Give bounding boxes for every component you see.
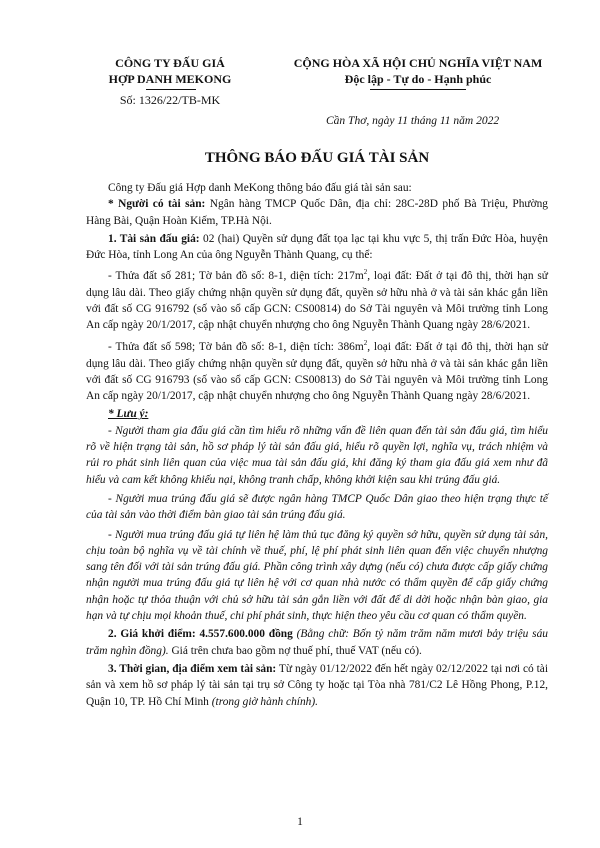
viewing-hours: (trong giờ hành chính). xyxy=(211,695,318,708)
national-motto: Độc lập - Tự do - Hạnh phúc xyxy=(344,72,492,86)
parcel-598-lead: - Thửa đất số 598; Tờ bản đồ số: 8-1, diện tích: 386m xyxy=(108,341,364,354)
owner-paragraph xyxy=(86,196,548,229)
owner-label: * Người có tài sản: xyxy=(108,198,206,211)
parcel-598-details: , loại đất: Đất ở tại đô thị, thời hạn sử dụng lâu dài. Theo giấy chứng nhận quyền sử dụng đất, quyền sở hữu nhà ở và tài sản khác gắn liền với đất số CG 916793 (số vào sổ cấp GCN: CS00813) do Sở Tài nguyên và Môi trường tỉnh Long An cấp ngày 20/1/2017, cập nhật chuyển nhượng cho ông Nguyễn Thành Quang ngày 28/6/2021. xyxy=(86,341,548,403)
place-date: Cần Thơ, ngày 11 tháng 11 năm 2022 xyxy=(326,115,500,127)
document-title: THÔNG BÁO ĐẤU GIÁ TÀI SẢN xyxy=(204,150,430,166)
asset-text: 02 (hai) Quyền sử dụng đất tọa lạc tại khu vực 5, thị trấn Đức Hòa, huyện Đức Hòa, tỉnh Long An của ông Nguyễn Thành Quang, cụ thể: xyxy=(86,232,548,262)
viewing-label: 3. Thời gian, địa điểm xem tài sản: xyxy=(108,662,277,675)
org-name-line2: HỢP DANH MEKONG xyxy=(108,72,232,86)
intro-paragraph: Công ty Đấu giá Hợp danh MeKong thông báo đấu giá tài sản sau: xyxy=(108,182,412,194)
asset-paragraph xyxy=(86,231,548,264)
note-2: - Người mua trúng đấu giá sẽ được ngân hàng TMCP Quốc Dân giao theo hiện trạng thực tế của tài sản vào thời điểm bàn giao tài sản trúng đấu giá. xyxy=(86,492,548,522)
parcel-281-details: , loại đất: Đất ở tại đô thị, thời hạn sử dụng lâu dài. Theo giấy chứng nhận quyền sử dụng đất, quyền sở hữu nhà ở và tài sản khác gắn liền với đất số CG 916792 (số vào sổ cấp GCN: CS00814) do Sở Tài nguyên và Môi trường tỉnh Long An cấp ngày 20/1/2017, cập nhật chuyển nhượng cho ông Nguyễn Thành Quang ngày 28/6/2021. xyxy=(86,270,548,332)
area-unit-superscript: 2 xyxy=(363,339,368,348)
asset-label: 1. Tài sản đấu giá: xyxy=(108,232,200,245)
parcel-281-paragraph xyxy=(86,264,548,333)
document-body xyxy=(86,180,548,710)
reference-number: Số: 1326/22/TB-MK xyxy=(119,93,221,107)
starting-price-note: Giá trên chưa bao gồm nợ thuế phí, thuế VAT (nếu có). xyxy=(168,644,422,657)
notes-heading xyxy=(86,406,548,422)
owner-text: Ngân hàng TMCP Quốc Dân, địa chỉ: 28C-28D phố Bà Triệu, Phường Hàng Bài, Quận Hoàn Kiếm, TP.Hà Nội. xyxy=(86,198,549,227)
starting-price-label: 2. Giá khởi điểm: 4.557.600.000 đồng xyxy=(108,628,293,641)
note-1: - Người tham gia đấu giá cần tìm hiểu rõ những vấn đề liên quan đến tài sản đấu giá, tìm hiểu rõ về hiện trạng tài sản, hồ sơ pháp lý tài sản đấu giá, hiểu rõ quyền lợi, nghĩa vụ, trách nhiệm và rủi ro phát sinh liên quan của việc mua tài sản đấu giá, khi đăng ký tham gia đấu giá xem như đã hiểu và cam kết không khiếu nại, không tranh chấp, không khởi kiện sau khi trúng đấu giá. xyxy=(86,424,548,486)
note-3: - Người mua trúng đấu giá tự liên hệ làm thủ tục đăng ký quyền sở hữu, quyền sử dụng tài sản, chịu toàn bộ nghĩa vụ về tài chính về thuế, phí, lệ phí phát sinh liên quan đến việc chuyển nhượng sang tên đối với tài sản trúng đấu giá. Phần công trình xây dựng (nếu có) chưa được cấp giấy chứng nhận người mua trúng đấu giá tự liên hệ với cơ quan nhà nước có thẩm quyền để cấp giấy chứng nhận hoặc tự thỏa thuận với chủ sở hữu tài sản gắn liền với đất để di dời hoặc nhận bàn giao, gia hạn và tự chịu mọi khoản thuế, chi phí phát sinh, thực hiện theo yêu cầu cơ quan có thẩm quyền. xyxy=(86,528,548,623)
area-unit-superscript: 2 xyxy=(363,268,368,277)
viewing-text: Từ ngày 01/12/2022 đến hết ngày 02/12/2022 tại nơi có tài sản và xem hồ sơ pháp lý tài sản tại trụ sở Công ty hoặc tại Tòa nhà 781/C2 Lê Hồng Phong, P.12, Quận 10, TP. Hồ Chí Minh xyxy=(86,662,548,708)
motto-underline xyxy=(370,89,466,90)
page-number: 1 xyxy=(297,816,303,828)
org-name-line1: CÔNG TY ĐẤU GIÁ xyxy=(115,56,225,70)
starting-price-paragraph xyxy=(86,626,548,659)
notes-label: * Lưu ý: xyxy=(108,408,149,421)
org-underline xyxy=(146,89,196,90)
nation-title: CỘNG HÒA XÃ HỘI CHỦ NGHĨA VIỆT NAM xyxy=(293,56,543,70)
viewing-paragraph xyxy=(86,661,548,710)
starting-price-words: (Bằng chữ: Bốn tỷ năm trăm năm mươi bảy triệu sáu trăm nghìn đồng). xyxy=(86,628,548,657)
parcel-598-paragraph xyxy=(86,335,548,404)
parcel-281-lead: - Thửa đất số 281; Tờ bản đồ số: 8-1, diện tích: 217m xyxy=(108,270,364,283)
